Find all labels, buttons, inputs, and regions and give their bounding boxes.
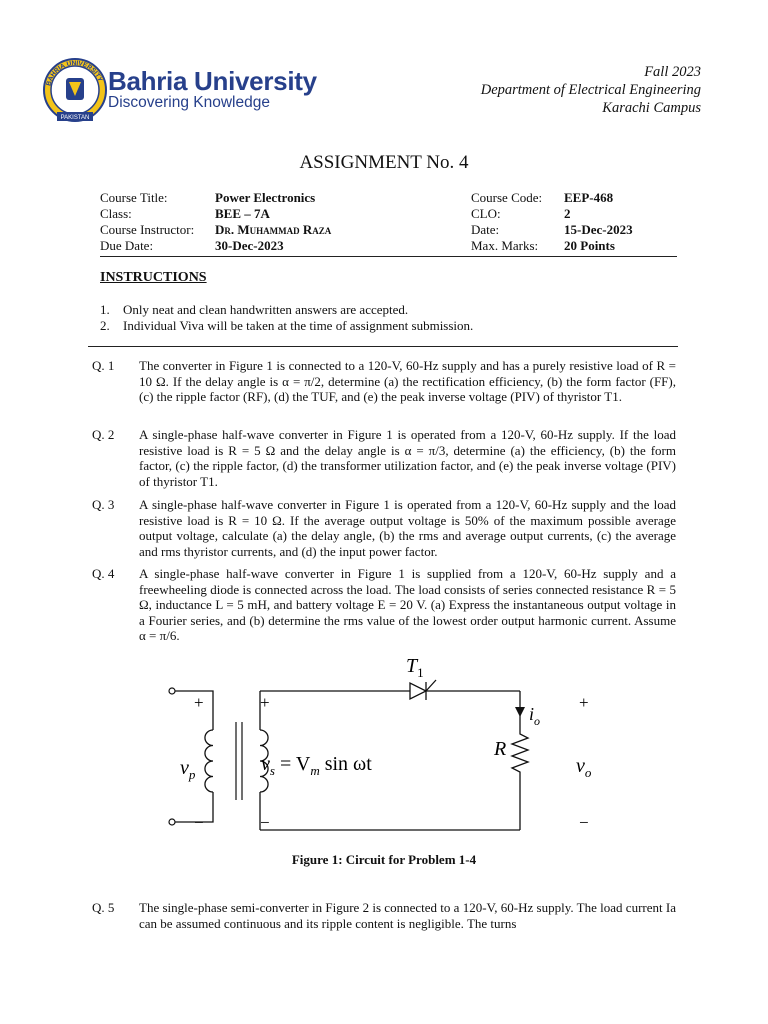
secondary-plus: +: [260, 693, 270, 712]
output-plus: +: [579, 693, 589, 712]
instructions-heading: INSTRUCTIONS: [100, 270, 207, 285]
campus: Karachi Campus: [602, 100, 701, 116]
question-number: Q. 4: [92, 566, 115, 581]
figure-caption: Figure 1: Circuit for Problem 1-4: [291, 852, 477, 867]
question-3: [92, 497, 676, 559]
circuit-figure: [158, 650, 618, 850]
university-name: Bahria University: [108, 66, 317, 96]
question-5: [92, 900, 676, 931]
course-code-value: EEP-468: [564, 190, 614, 205]
secondary-minus: −: [260, 813, 270, 832]
question-number: Q. 2: [92, 427, 115, 442]
divider: [100, 256, 677, 257]
divider: [88, 346, 678, 347]
instructor-value: Dr. Muhammad Raza: [215, 222, 332, 237]
department: Department of Electrical Engineering: [480, 82, 701, 98]
clo-label: CLO:: [471, 206, 501, 221]
date-value: 15-Dec-2023: [564, 222, 633, 237]
max-marks-value: 20 Points: [564, 238, 615, 253]
instructions-list: [100, 302, 473, 334]
university-tagline: Discovering Knowledge: [108, 94, 270, 111]
question-text: The single-phase semi-converter in Figure 2 is connected to a 120-V, 60-Hz supply. The load current Ia can be assumed continuous and its ripple content is negligible. The turns: [139, 900, 676, 931]
class-label: Class:: [100, 206, 132, 221]
question-2: [92, 427, 676, 489]
secondary-voltage-label: $v_s = V_m$ sin ωt: [261, 753, 372, 778]
course-code-label: Course Code:: [471, 190, 543, 205]
due-date-value: 30-Dec-2023: [215, 238, 284, 253]
question-text: A single-phase half-wave converter in Figure 1 is operated from a 120-V, 60-Hz supply and the load resistive load is R = 10 Ω. If the average output voltage is 50% of the maximum possible average output voltage, calculate (a) the delay angle, (b) the rms and average output currents, (c) the average and rms thyristor currents, and (d) the input power factor.: [139, 497, 676, 559]
clo-value: 2: [564, 206, 571, 221]
primary-voltage-label: $v_p$: [180, 757, 196, 782]
max-marks-label: Max. Marks:: [471, 238, 539, 253]
resistor-symbol: [512, 730, 528, 830]
class-value: BEE – 7A: [215, 206, 270, 221]
output-minus: −: [579, 813, 589, 832]
question-text: A single-phase half-wave converter in Figure 1 is supplied from a 120-V, 60-Hz supply and a freewheeling diode is connected across the load. The load consists of series connected resistance R = 5 Ω, inductance L = 5 mH, and battery voltage E = 20 V. (a) Express the instantaneous output voltage in a Fourier series, and (b) determine the rms value of the lowest order output harmonic current. Assume α = π/6.: [139, 566, 676, 644]
thyristor-label: $T_1$: [406, 655, 424, 680]
question-text: The converter in Figure 1 is connected to a 120-V, 60-Hz supply and has a purely resistive load of R = 10 Ω. If the delay angle is α = π/2, determine (a) the rectification efficiency, (b) the form factor (FF), (c) the ripple factor (RF), (d) the TUF, and (e) the peak inverse voltage (PIV) of thyristor T1.: [139, 358, 676, 405]
question-number: Q. 1: [92, 358, 115, 373]
date-label: Date:: [471, 222, 500, 237]
primary-minus: −: [194, 813, 204, 832]
logo-arc-text: BAHRIA UNIVERSITY: [45, 59, 104, 87]
semester: Fall 2023: [644, 64, 701, 80]
course-meta: [100, 190, 677, 254]
current-label: $i_o$: [529, 704, 541, 728]
primary-coil: [205, 730, 213, 792]
thyristor-symbol: [410, 683, 426, 699]
primary-plus: +: [194, 693, 204, 712]
page-title: ASSIGNMENT No. 4: [299, 152, 469, 173]
resistor-label: R: [494, 738, 507, 760]
question-number: Q. 3: [92, 497, 115, 512]
output-voltage-label: $v_o$: [576, 755, 592, 780]
question-1: [92, 358, 676, 405]
instruction-item: 1. Only neat and clean handwritten answers are accepted.: [100, 302, 409, 317]
header-right: [481, 63, 701, 117]
due-date-label: Due Date:: [100, 238, 154, 253]
instruction-item: 2. Individual Viva will be taken at the time of assignment submission.: [100, 318, 474, 333]
question-4: [92, 566, 676, 644]
university-logo: [40, 52, 110, 128]
instructor-label: Course Instructor:: [100, 222, 195, 237]
logo-banner-text: PAKISTAN: [60, 115, 90, 121]
current-arrow: [515, 707, 525, 717]
brand-block: [108, 67, 317, 112]
course-title-value: Power Electronics: [215, 190, 316, 205]
question-number: Q. 5: [92, 900, 115, 915]
course-title-label: Course Title:: [100, 190, 168, 205]
question-text: A single-phase half-wave converter in Figure 1 is operated from a 120-V, 60-Hz supply. If the load resistive load is R = 5 Ω and the delay angle is α = π/3, determine (a) the efficiency, (b) the form factor, (c) the ripple factor, (d) the transformer utilization factor, and (e) the peak inverse voltage (PIV) of thyristor T1.: [139, 427, 676, 489]
